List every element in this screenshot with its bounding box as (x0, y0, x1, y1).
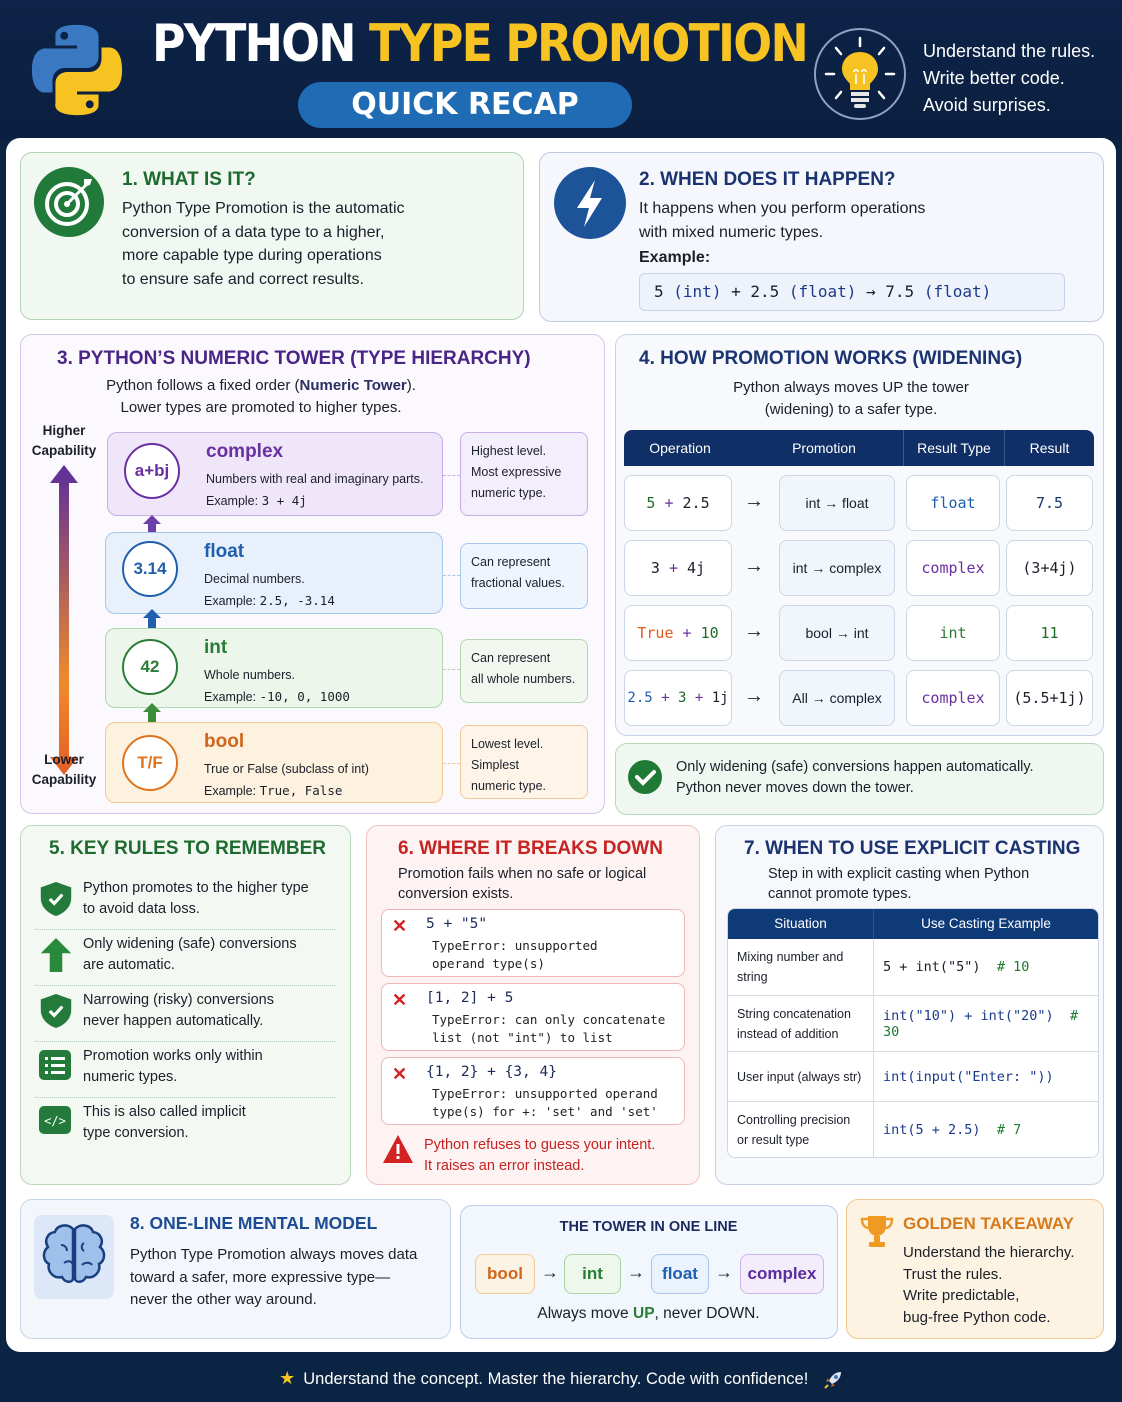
arrow-icon: → (627, 1262, 645, 1282)
arrow-up-icon (143, 703, 161, 723)
tier-float (105, 532, 443, 614)
brain-icon (34, 1215, 114, 1299)
table-row: String concatenation instead of addition int("10") + int("20") # 30 (728, 995, 1098, 1051)
arrow-icon: → (715, 1262, 733, 1282)
shield-check-icon (39, 994, 73, 1028)
section-what-is-it (20, 152, 524, 320)
casting-table (727, 908, 1099, 1158)
star-icon: ★ (279, 1368, 296, 1388)
target-icon (34, 167, 104, 237)
tier-desc: Whole numbers. Example: -10, 0, 1000 (204, 668, 350, 704)
connector (443, 475, 460, 476)
lightbulb-icon (814, 28, 906, 120)
warning-text: Python refuses to guess your intent. It raises an error instead. (424, 1137, 656, 1174)
x-icon: ✕ (392, 916, 408, 936)
column-header: Promotion (792, 440, 856, 456)
list-item: Python promotes to the higher type to avoid data loss. (35, 874, 335, 930)
example-code: 5 (int) + 2.5 (float) → 7.5 (float) (639, 273, 1065, 311)
page-title: PYTHON TYPE PROMOTION (152, 14, 807, 74)
arrow-icon: → (541, 1262, 559, 1282)
shield-check-icon (39, 882, 73, 916)
tier-name: bool (204, 731, 245, 752)
check-circle-icon (628, 760, 662, 794)
section-explicit-casting (715, 825, 1104, 1185)
section-intro: Python always moves UP the tower (widening) to a safer type. (733, 379, 969, 418)
list-item: Promotion works only within numeric types. (35, 1042, 335, 1098)
connector (443, 575, 460, 576)
section-title: 4. HOW PROMOTION WORKS (WIDENING) (639, 348, 1023, 369)
section-key-rules (20, 825, 351, 1185)
tier-desc: True or False (subclass of int) Example: True, False (204, 762, 369, 798)
svg-text:</>: </> (44, 1114, 66, 1128)
table-header: Situation Use Casting Example (728, 909, 1098, 939)
tier-desc: Numbers with real and imaginary parts. Example: 3 + 4j (206, 472, 424, 508)
arrow-icon: → (744, 620, 764, 642)
section-body: Python Type Promotion is the automatic conversion of a data type to a higher, more capable type during operations to ensure safe and correct results. (122, 200, 405, 288)
tier-note: Can represent all whole numbers. (460, 639, 588, 703)
higher-capability-label: Higher Capability (31, 423, 97, 458)
code-icon (39, 1106, 73, 1140)
column-header: Result (1004, 430, 1094, 466)
table-row: User input (always str) int(input("Enter: ")) (728, 1051, 1098, 1101)
tier-name: int (204, 637, 228, 658)
arrow-icon: → (744, 490, 764, 512)
tier-badge: a+bj (124, 443, 180, 499)
column-header: Operation (649, 440, 711, 456)
capability-arrow-icon (49, 465, 79, 775)
table-row: Controlling precision or result type int(5 + 2.5) # 7 (728, 1101, 1098, 1157)
example-label: Example: (639, 249, 711, 266)
section-body: Python Type Promotion always moves data toward a safer, more expressive type— never the other way around. (130, 1246, 418, 1308)
arrow-icon: → (744, 685, 764, 707)
arrow-up-icon (143, 515, 161, 533)
section-title: 8. ONE-LINE MENTAL MODEL (130, 1213, 378, 1233)
section-numeric-tower (20, 334, 605, 814)
table-row: Mixing number and string 5 + int("5") # 10 (728, 939, 1098, 995)
section-when-happen (539, 152, 1104, 322)
section-where-breaks (366, 825, 700, 1185)
tier-badge: 42 (122, 639, 178, 695)
section-title: 1. WHAT IS IT? (122, 169, 256, 190)
header (0, 0, 1122, 140)
error-example: ✕ [1, 2] + 5 TypeError: can only concatenate list (not "int") to list (381, 983, 685, 1051)
tower-line-title: THE TOWER IN ONE LINE (559, 1219, 738, 1235)
golden-title: GOLDEN TAKEAWAY (903, 1214, 1074, 1233)
x-icon: ✕ (392, 990, 408, 1010)
tower-pill-float: float (651, 1254, 709, 1294)
tower-pill-bool: bool (475, 1254, 535, 1294)
connector (443, 763, 460, 764)
tower-line-caption: Always move UP, never DOWN. (537, 1305, 760, 1322)
subtitle-badge: QUICK RECAP (298, 82, 632, 128)
warning-icon (383, 1135, 413, 1163)
section-title: 2. WHEN DOES IT HAPPEN? (639, 169, 896, 190)
golden-takeaway (846, 1199, 1104, 1339)
tier-badge: 3.14 (122, 541, 178, 597)
tier-complex (107, 432, 443, 516)
widening-note: Only widening (safe) conversions happen automatically. Python never moves down the tower. (615, 743, 1104, 815)
error-example: ✕ 5 + "5" TypeError: unsupported operand type(s) (381, 909, 685, 977)
list-item: </> This is also called implicit type conversion. (35, 1098, 335, 1154)
trophy-icon (860, 1214, 894, 1250)
arrow-icon: → (744, 555, 764, 577)
section-title: 3. PYTHON’S NUMERIC TOWER (TYPE HIERARCHY) (57, 348, 531, 369)
table-header (624, 430, 1094, 466)
section-mental-model (20, 1199, 451, 1339)
tier-bool (105, 722, 443, 803)
tier-name: complex (206, 441, 284, 462)
tower-pill-int: int (564, 1254, 621, 1294)
tier-int (105, 628, 443, 708)
tower-in-one-line (460, 1205, 838, 1339)
list-item: Only widening (safe) conversions are automatic. (35, 930, 335, 986)
error-example: ✕ {1, 2} + {3, 4} TypeError: unsupported operand type(s) for +: 'set' and 'set' (381, 1057, 685, 1125)
tier-badge: T/F (122, 735, 178, 791)
section-title: 5. KEY RULES TO REMEMBER (49, 838, 326, 859)
connector (443, 669, 460, 670)
tower-pill-complex: complex (740, 1254, 824, 1294)
tier-desc: Decimal numbers. Example: 2.5, -3.14 (204, 572, 335, 608)
column-header: Result Type (903, 430, 1004, 466)
rocket-icon (823, 1370, 843, 1390)
section-intro: Step in with explicit casting when Python cannot promote types. (768, 866, 1030, 902)
golden-body: Understand the hierarchy. Trust the rules. Write predictable, bug-free Python code. (903, 1244, 1075, 1326)
footer: ★ Understand the concept. Master the hierarchy. Code with confidence! (0, 1356, 1122, 1402)
arrow-up-icon (39, 938, 73, 972)
tier-note: Highest level. Most expressive numeric type. (460, 432, 588, 516)
tier-name: float (204, 541, 245, 562)
list-item: Narrowing (risky) conversions never happen automatically. (35, 986, 335, 1042)
lower-capability-label: Lower Capability (31, 752, 97, 787)
arrow-up-icon (143, 609, 161, 629)
section-title: 6. WHERE IT BREAKS DOWN (398, 838, 663, 859)
section-how-promotion-works: 4. HOW PROMOTION WORKS (WIDENING) Python always moves UP the tower (widening) to a safer type. Operation Promotion Result Type Result 5 + 2.5 → int → float float 7.5 3 + 4j → int → complex complex (3+4j) True + 10 → bool → int int 11 2.5 + 3 + 1j → All → complex complex (5.5+1j) (615, 334, 1104, 736)
lightning-icon (554, 167, 626, 239)
tier-note: Lowest level. Simplest numeric type. (460, 725, 588, 799)
x-icon: ✕ (392, 1064, 408, 1084)
section-body: It happens when you perform operations with mixed numeric types. (639, 200, 926, 241)
section-intro: Python follows a fixed order (Numeric Tower). Lower types are promoted to higher types. (106, 377, 416, 416)
section-title: 7. WHEN TO USE EXPLICIT CASTING (744, 838, 1081, 859)
list-icon (39, 1050, 73, 1084)
tagline: Understand the rules. Write better code. Avoid surprises. (923, 41, 1096, 115)
tier-note: Can represent fractional values. (460, 543, 588, 609)
python-logo-icon (28, 20, 126, 120)
section-intro: Promotion fails when no safe or logical conversion exists. (398, 866, 647, 902)
